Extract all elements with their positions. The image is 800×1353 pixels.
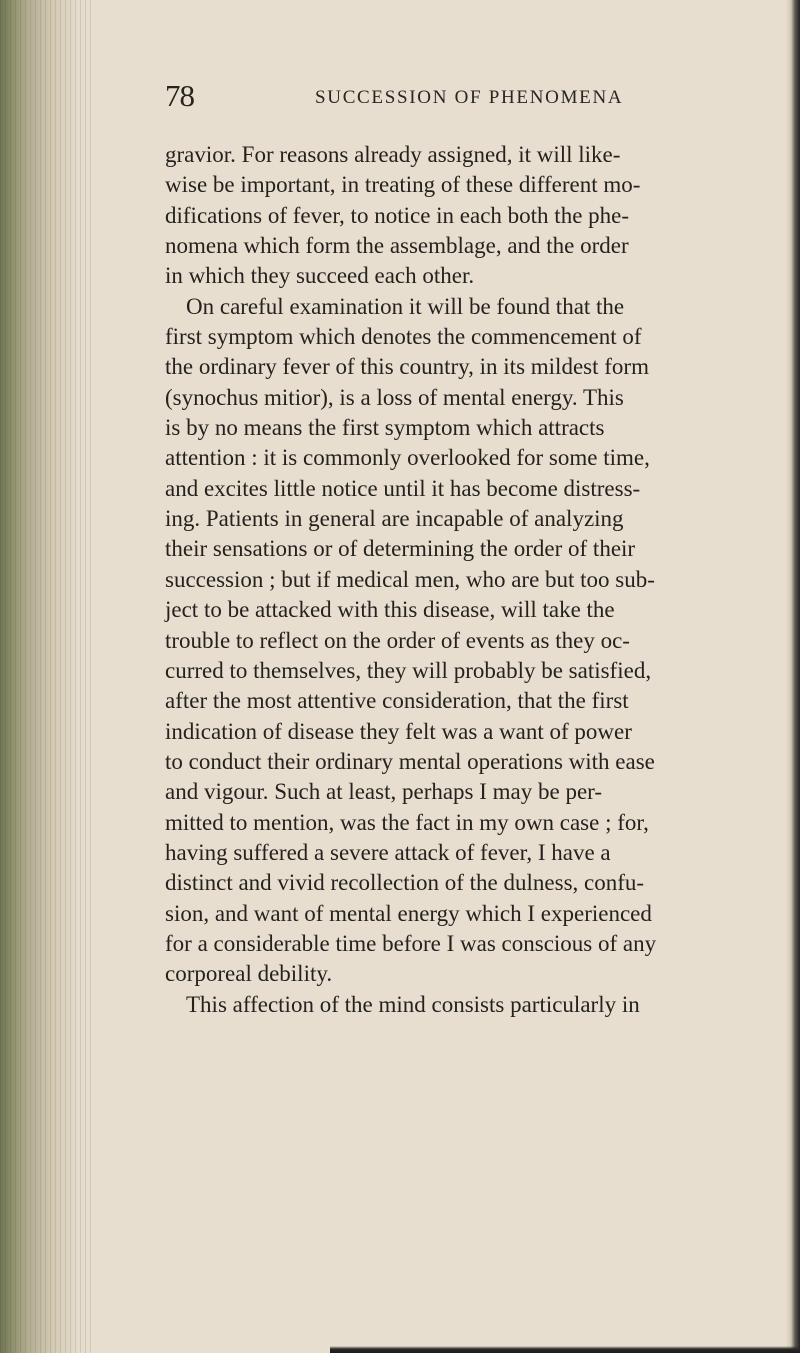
text-line: and vigour. Such at least, perhaps I may be per- <box>165 779 603 805</box>
page-binding-gutter <box>0 0 92 1353</box>
text-line: mitted to mention, was the fact in my own case ; for, <box>165 809 649 835</box>
page-bottom-edge <box>330 1346 800 1353</box>
text-line: attention : it is commonly overlooked for some time, <box>165 445 650 471</box>
text-line: is by no means the first symptom which attracts <box>165 415 605 441</box>
text-line: in which they succeed each other. <box>165 263 475 289</box>
text-line: nomena which form the assemblage, and the order <box>165 233 629 259</box>
page-number: 78 <box>165 78 194 113</box>
text-line: their sensations or of determining the order of their <box>165 536 636 562</box>
text-line: curred to themselves, they will probably be satisfied, <box>165 657 652 683</box>
text-line: This affection of the mind consists particularly in <box>186 991 640 1017</box>
text-line: (synochus mitior), is a loss of mental energy. This <box>165 384 624 410</box>
text-line: first symptom which denotes the commencement of <box>165 324 642 350</box>
text-line: after the most attentive consideration, that the first <box>165 688 629 714</box>
text-line: succession ; but if medical men, who are but too sub- <box>165 566 655 592</box>
text-line: corporeal debility. <box>165 961 333 987</box>
text-line: the ordinary fever of this country, in its mildest form <box>165 354 649 380</box>
text-line: gravior. For reasons already assigned, it will like- <box>165 142 621 167</box>
text-line: for a considerable time before I was conscious of any <box>165 930 657 956</box>
text-line: indication of disease they felt was a want of power <box>165 718 632 744</box>
body-text <box>165 140 790 1020</box>
text-line: ject to be attacked with this disease, will take the <box>165 597 615 623</box>
text-line: sion, and want of mental energy which I experienced <box>165 900 652 926</box>
text-line: having suffered a severe attack of fever, I have a <box>165 839 611 865</box>
text-line: wise be important, in treating of these different mo- <box>165 172 641 198</box>
text-line: On careful examination it will be found that the <box>186 293 625 319</box>
running-title: SUCCESSION OF PHENOMENA <box>315 87 624 108</box>
text-line: to conduct their ordinary mental operations with ease <box>165 748 655 774</box>
text-line: ing. Patients in general are incapable of analyzing <box>165 506 624 532</box>
running-head <box>165 78 790 114</box>
text-line: difications of fever, to notice in each both the phe- <box>165 202 630 228</box>
text-line: trouble to reflect on the order of events as they oc- <box>165 627 630 653</box>
text-line: distinct and vivid recollection of the dulness, confu- <box>165 870 645 896</box>
text-line: and excites little notice until it has become distress- <box>165 475 641 501</box>
